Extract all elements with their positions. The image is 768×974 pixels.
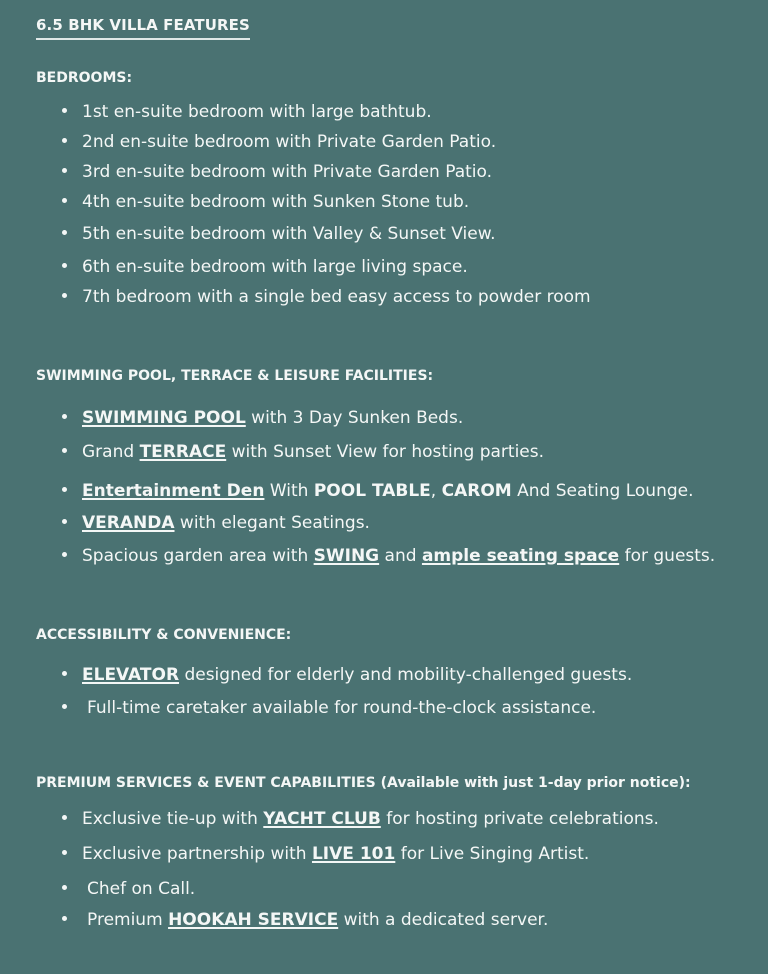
section-heading-bedrooms: BEDROOMS: (36, 70, 133, 86)
list-item (62, 844, 589, 864)
pool-table-label: POOL TABLE (313, 481, 431, 501)
bullet-icon (62, 138, 67, 143)
chef-item-text: Chef on Call. (87, 879, 196, 899)
terrace-item-pre: Grand (82, 442, 140, 462)
bullet-icon (62, 293, 67, 298)
swing-link[interactable]: SWING (313, 546, 380, 566)
bullet-icon (62, 230, 67, 235)
veranda-link[interactable]: VERANDA (82, 513, 175, 533)
bullet-icon (62, 263, 67, 268)
list-item (62, 910, 548, 930)
list-item (62, 442, 544, 462)
swimming-pool-link[interactable]: SWIMMING POOL (82, 408, 246, 428)
section-heading-accessibility: ACCESSIBILITY & CONVENIENCE: (36, 627, 292, 643)
bedroom-4-text: 4th en-suite bedroom with Sunken Stone tub. (82, 192, 470, 212)
bullet-icon (62, 885, 67, 890)
bullet-icon (62, 448, 67, 453)
list-item (62, 287, 591, 307)
bullet-icon (62, 108, 67, 113)
list-item (62, 481, 694, 501)
list-item (62, 102, 432, 122)
list-item (62, 224, 495, 244)
hookah-item-text: with a dedicated server. (338, 910, 549, 930)
den-item-text: And Seating Lounge. (511, 481, 694, 501)
live-101-link[interactable]: LIVE 101 (311, 844, 396, 864)
live-item-pre: Exclusive partnership with (82, 844, 312, 864)
list-item (62, 132, 496, 152)
carom-label: CAROM (441, 481, 512, 501)
bedroom-6-text: 6th en-suite bedroom with large living space. (82, 257, 468, 277)
garden-item-text: for guests. (619, 546, 716, 566)
terrace-item-text: with Sunset View for hosting parties. (226, 442, 545, 462)
live-item-text: for Live Singing Artist. (395, 844, 590, 864)
bedroom-2-text: 2nd en-suite bedroom with Private Garden Patio. (82, 132, 497, 152)
bullet-icon (62, 671, 67, 676)
list-item (62, 698, 596, 718)
hookah-item-pre: Premium (87, 910, 169, 930)
bullet-icon (62, 168, 67, 173)
bedroom-1-text: 1st en-suite bedroom with large bathtub. (82, 102, 432, 122)
bedroom-7-text: 7th bedroom with a single bed easy access to powder room (82, 287, 591, 307)
page-title: 6.5 BHK VILLA FEATURES (36, 16, 250, 40)
garden-item-pre: Spacious garden area with (82, 546, 314, 566)
elevator-item-text: designed for elderly and mobility-challenged guests. (179, 665, 633, 685)
section-heading-premium: PREMIUM SERVICES & EVENT CAPABILITIES (Available with just 1-day prior notice): (36, 775, 691, 791)
seating-space-link[interactable]: ample seating space (421, 546, 620, 566)
bedroom-5-text: 5th en-suite bedroom with Valley & Sunset View. (82, 224, 496, 244)
list-item (62, 408, 463, 428)
list-item (62, 546, 715, 566)
hookah-service-link[interactable]: HOOKAH SERVICE (168, 910, 339, 930)
bullet-icon (62, 916, 67, 921)
bullet-icon (62, 850, 67, 855)
garden-item-mid: and (379, 546, 422, 566)
list-item (62, 665, 632, 685)
pool-item-text: with 3 Day Sunken Beds. (245, 408, 464, 428)
bullet-icon (62, 487, 67, 492)
list-item (62, 809, 659, 829)
elevator-link[interactable]: ELEVATOR (82, 665, 180, 685)
yacht-item-text: for hosting private celebrations. (380, 809, 659, 829)
yacht-club-link[interactable]: YACHT CLUB (263, 809, 381, 829)
bedroom-3-text: 3rd en-suite bedroom with Private Garden Patio. (82, 162, 493, 182)
section-heading-pool: SWIMMING POOL, TERRACE & LEISURE FACILITIES: (36, 368, 434, 384)
den-item-mid: With (264, 481, 314, 501)
list-item (62, 513, 370, 533)
list-item (62, 192, 469, 212)
bullet-icon (62, 198, 67, 203)
entertainment-den-link[interactable]: Entertainment Den (82, 481, 265, 501)
caretaker-item-text: Full-time caretaker available for round-the-clock assistance. (87, 698, 597, 718)
bullet-icon (62, 519, 67, 524)
list-item (62, 879, 195, 899)
yacht-item-pre: Exclusive tie-up with (82, 809, 264, 829)
bullet-icon (62, 414, 67, 419)
bullet-icon (62, 815, 67, 820)
list-item (62, 257, 468, 277)
terrace-link[interactable]: TERRACE (139, 442, 227, 462)
bullet-icon (62, 704, 67, 709)
list-item (62, 162, 492, 182)
bullet-icon (62, 552, 67, 557)
den-item-comma: , (430, 481, 442, 501)
veranda-item-text: with elegant Seatings. (174, 513, 370, 533)
